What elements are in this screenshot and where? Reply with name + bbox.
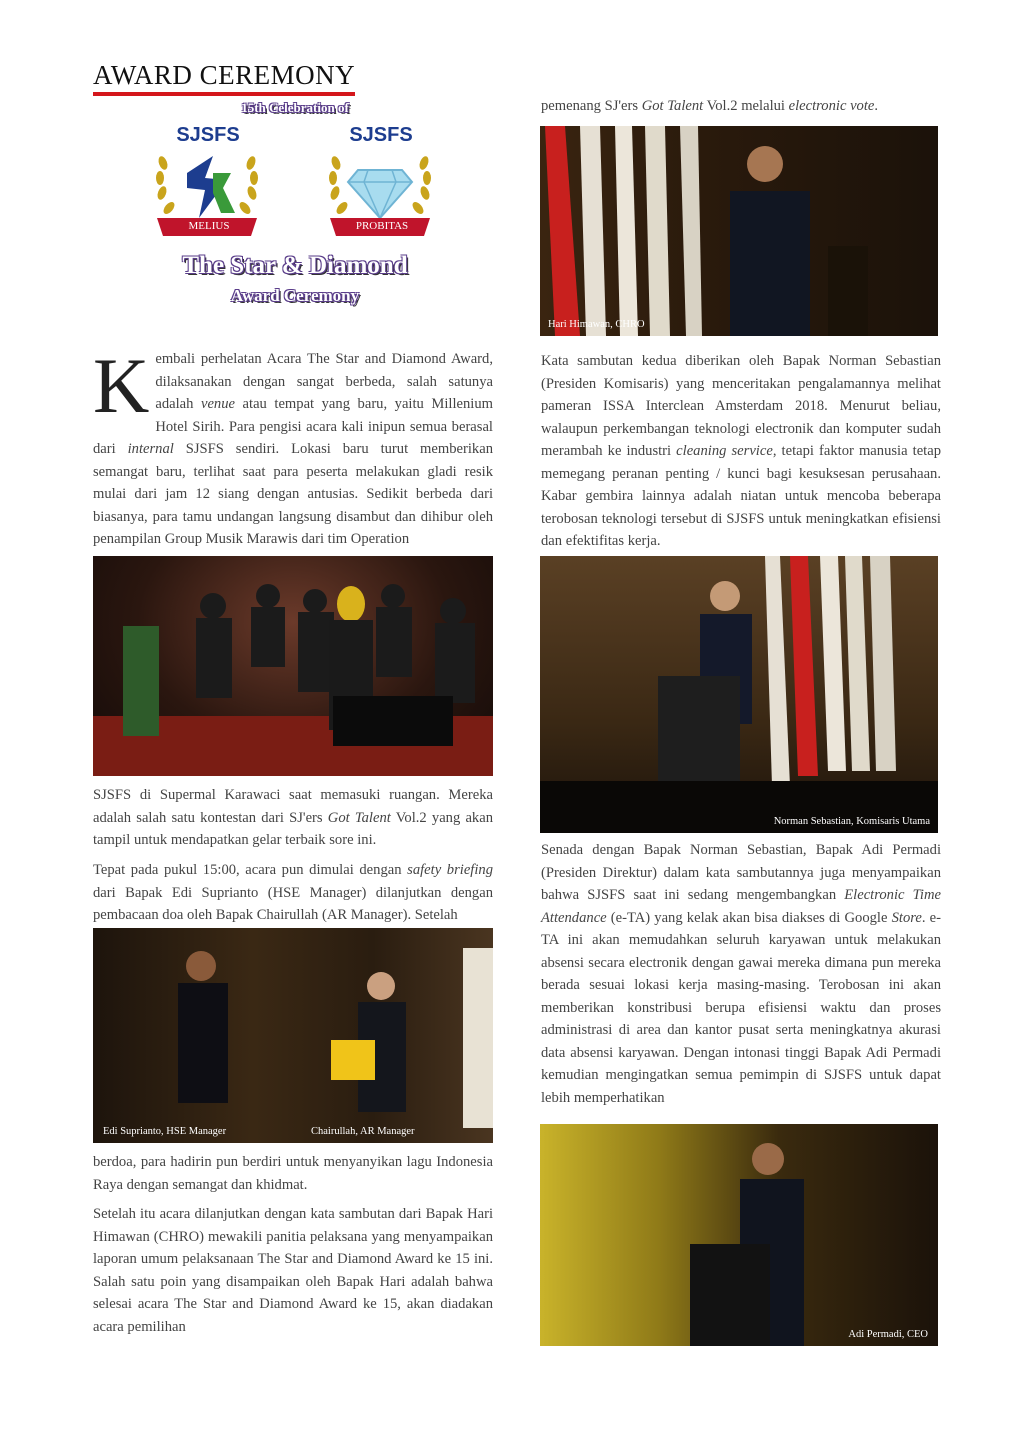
photo-caption: Chairullah, AR Manager xyxy=(311,1126,415,1137)
photo-marawis-group xyxy=(93,556,493,776)
photo-adi-permadi xyxy=(540,1124,938,1346)
text-run: atau tempat yang baru, yaitu Millenium Hotel Sirih. Para pengisi acara kali inipun semua berasal dari xyxy=(93,396,493,457)
photo-caption: Hari Himawan, CHRO xyxy=(548,319,645,330)
text-run-italic: internal xyxy=(127,441,174,457)
logo-sub-title: Award Ceremony xyxy=(230,286,360,305)
text-run-italic: cleaning service xyxy=(676,443,773,459)
right-paragraph-1 xyxy=(541,95,941,118)
text-run: . xyxy=(874,98,879,114)
left-paragraph-3 xyxy=(93,859,493,927)
text-run-italic: Electronic Time Attendance xyxy=(541,887,941,926)
left-paragraph-4 xyxy=(93,1151,493,1196)
text-run: dari Bapak Edi Suprianto (HSE Manager) dilanjutkan dengan pembacaan doa oleh Bapak Chairullah (AR Manager). Setelah xyxy=(93,884,493,923)
text-run: SJSFS di Supermal Karawaci saat memasuki ruangan. Mereka adalah salah satu kontestan dari SJ'ers xyxy=(93,787,493,826)
right-badge-ribbon: PROBITAS xyxy=(355,220,409,232)
text-run: Tepat pada pukul 15:00, acara pun dimulai dengan xyxy=(93,862,408,878)
left-badge-brand: SJSFS xyxy=(176,124,240,146)
photo-hari-himawan xyxy=(540,126,938,336)
text-run: Kata sambutan kedua diberikan oleh Bapak Norman Sebastian (Presiden Komisaris) yang menceritakan pengalamannya melihat pameran ISSA Interclean Amsterdam 2018. Menurut beliau, walaupun perkembangan teknologi electronik dan komputer sudah merambah ke industri xyxy=(541,353,941,459)
text-run: SJSFS sendiri. Lokasi baru turut memberikan semangat baru, terlihat saat para peserta melakukan gladi resik mulai dari jam 12 siang dengan antusias. Sedikit berbeda dari biasanya, para tamu undangan langsung disambut dan dihibur oleh penampilan Group Musik Marawis dari tim Operation xyxy=(93,441,493,547)
text-run: Vol.2 melalui xyxy=(703,98,789,114)
text-run-italic: venue xyxy=(200,396,235,412)
photo-caption: Norman Sebastian, Komisaris Utama xyxy=(773,816,930,827)
photo-edi-chairullah xyxy=(93,928,493,1143)
photo-caption: Adi Permadi, CEO xyxy=(848,1329,928,1340)
text-run: (e-TA) yang kelak akan bisa diakses di Google xyxy=(606,909,892,926)
right-paragraph-2 xyxy=(541,350,941,553)
text-run: berdoa, para hadirin pun berdiri untuk menyanyikan lagu Indonesia Raya dengan semangat dan khidmat. xyxy=(93,1154,493,1193)
text-run: Senada dengan Bapak Norman Sebastian, Bapak Adi Permadi (Presiden Direktur) dalam kata sambutannya juga menyampaikan bahwa SJSFS saat ini sedang mengembangkan xyxy=(541,842,941,903)
photo-norman-sebastian xyxy=(540,556,938,833)
text-run-italic: Store xyxy=(891,909,922,926)
text-run-italic: safety briefing xyxy=(407,862,493,878)
left-paragraph-2 xyxy=(93,784,493,852)
text-run: embali perhelatan Acara The Star and Diamond Award, dilaksanakan dengan sangat berbeda, salah satunya adalah xyxy=(155,351,493,412)
right-badge-brand: SJSFS xyxy=(349,124,413,146)
text-run-italic: Got Talent xyxy=(327,809,391,826)
logo-main-title: The Star & Diamond xyxy=(182,252,408,279)
text-run: , tetapi faktor manusia tetap memegang peranan penting / kunci bagi kesuksesan perusahaan. Kabar gembira lainnya adalah niatan untuk mencoba beberapa terobosan teknologi tersebut di SJSFS untuk meningkatkan efisiensi dan efektifitas kerja. xyxy=(541,443,942,549)
logo-top-text: 15th Celebration of xyxy=(241,100,349,115)
text-run-italic: Got Talent xyxy=(641,98,704,114)
photo-caption: Edi Suprianto, HSE Manager xyxy=(103,1126,227,1137)
page-title: AWARD CEREMONY xyxy=(93,60,356,90)
text-run: . e-TA ini akan memudahkan seluruh karyawan untuk melakukan absensi secara electronik dengan gawai mereka dimana pun mereka berada sesuai lokasi kerja masing-masing. Terobosan ini akan memberikan konstribusi berupa efisiensi waktu dan proses administrasi di area dan kantor pusat serta meningkatnya akurasi data absensi karyawan. Dengan intonasi tinggi Bapak Adi Permadi kemudian mengingatkan semua pemimpin di SJSFS untuk dapat lebih memperhatikan xyxy=(541,909,942,1106)
text-run-italic: electronic vote xyxy=(788,98,875,114)
left-paragraph-5 xyxy=(93,1203,493,1338)
text-run: Vol.2 yang akan tampil untuk mendapatkan gelar terbaik sore ini. xyxy=(93,809,494,848)
left-paragraph-1 xyxy=(93,342,493,551)
text-run: Setelah itu acara dilanjutkan dengan kata sambutan dari Bapak Hari Himawan (CHRO) mewakili panitia pelaksana yang menyampaikan laporan umum pelaksanaan The Star and Diamond Award ke 15 ini. Salah satu poin yang disampaikan oleh Bapak Hari adalah bahwa selesai acara The Star and Diamond Award ke 15, akan diadakan acara pemilihan xyxy=(93,1206,493,1335)
event-logo xyxy=(145,100,445,315)
title-underline xyxy=(93,92,355,96)
right-paragraph-3 xyxy=(541,839,941,1109)
dropcap: K xyxy=(93,342,150,429)
text-run: pemenang SJ'ers xyxy=(541,98,642,114)
left-badge-ribbon: MELIUS xyxy=(188,220,230,232)
